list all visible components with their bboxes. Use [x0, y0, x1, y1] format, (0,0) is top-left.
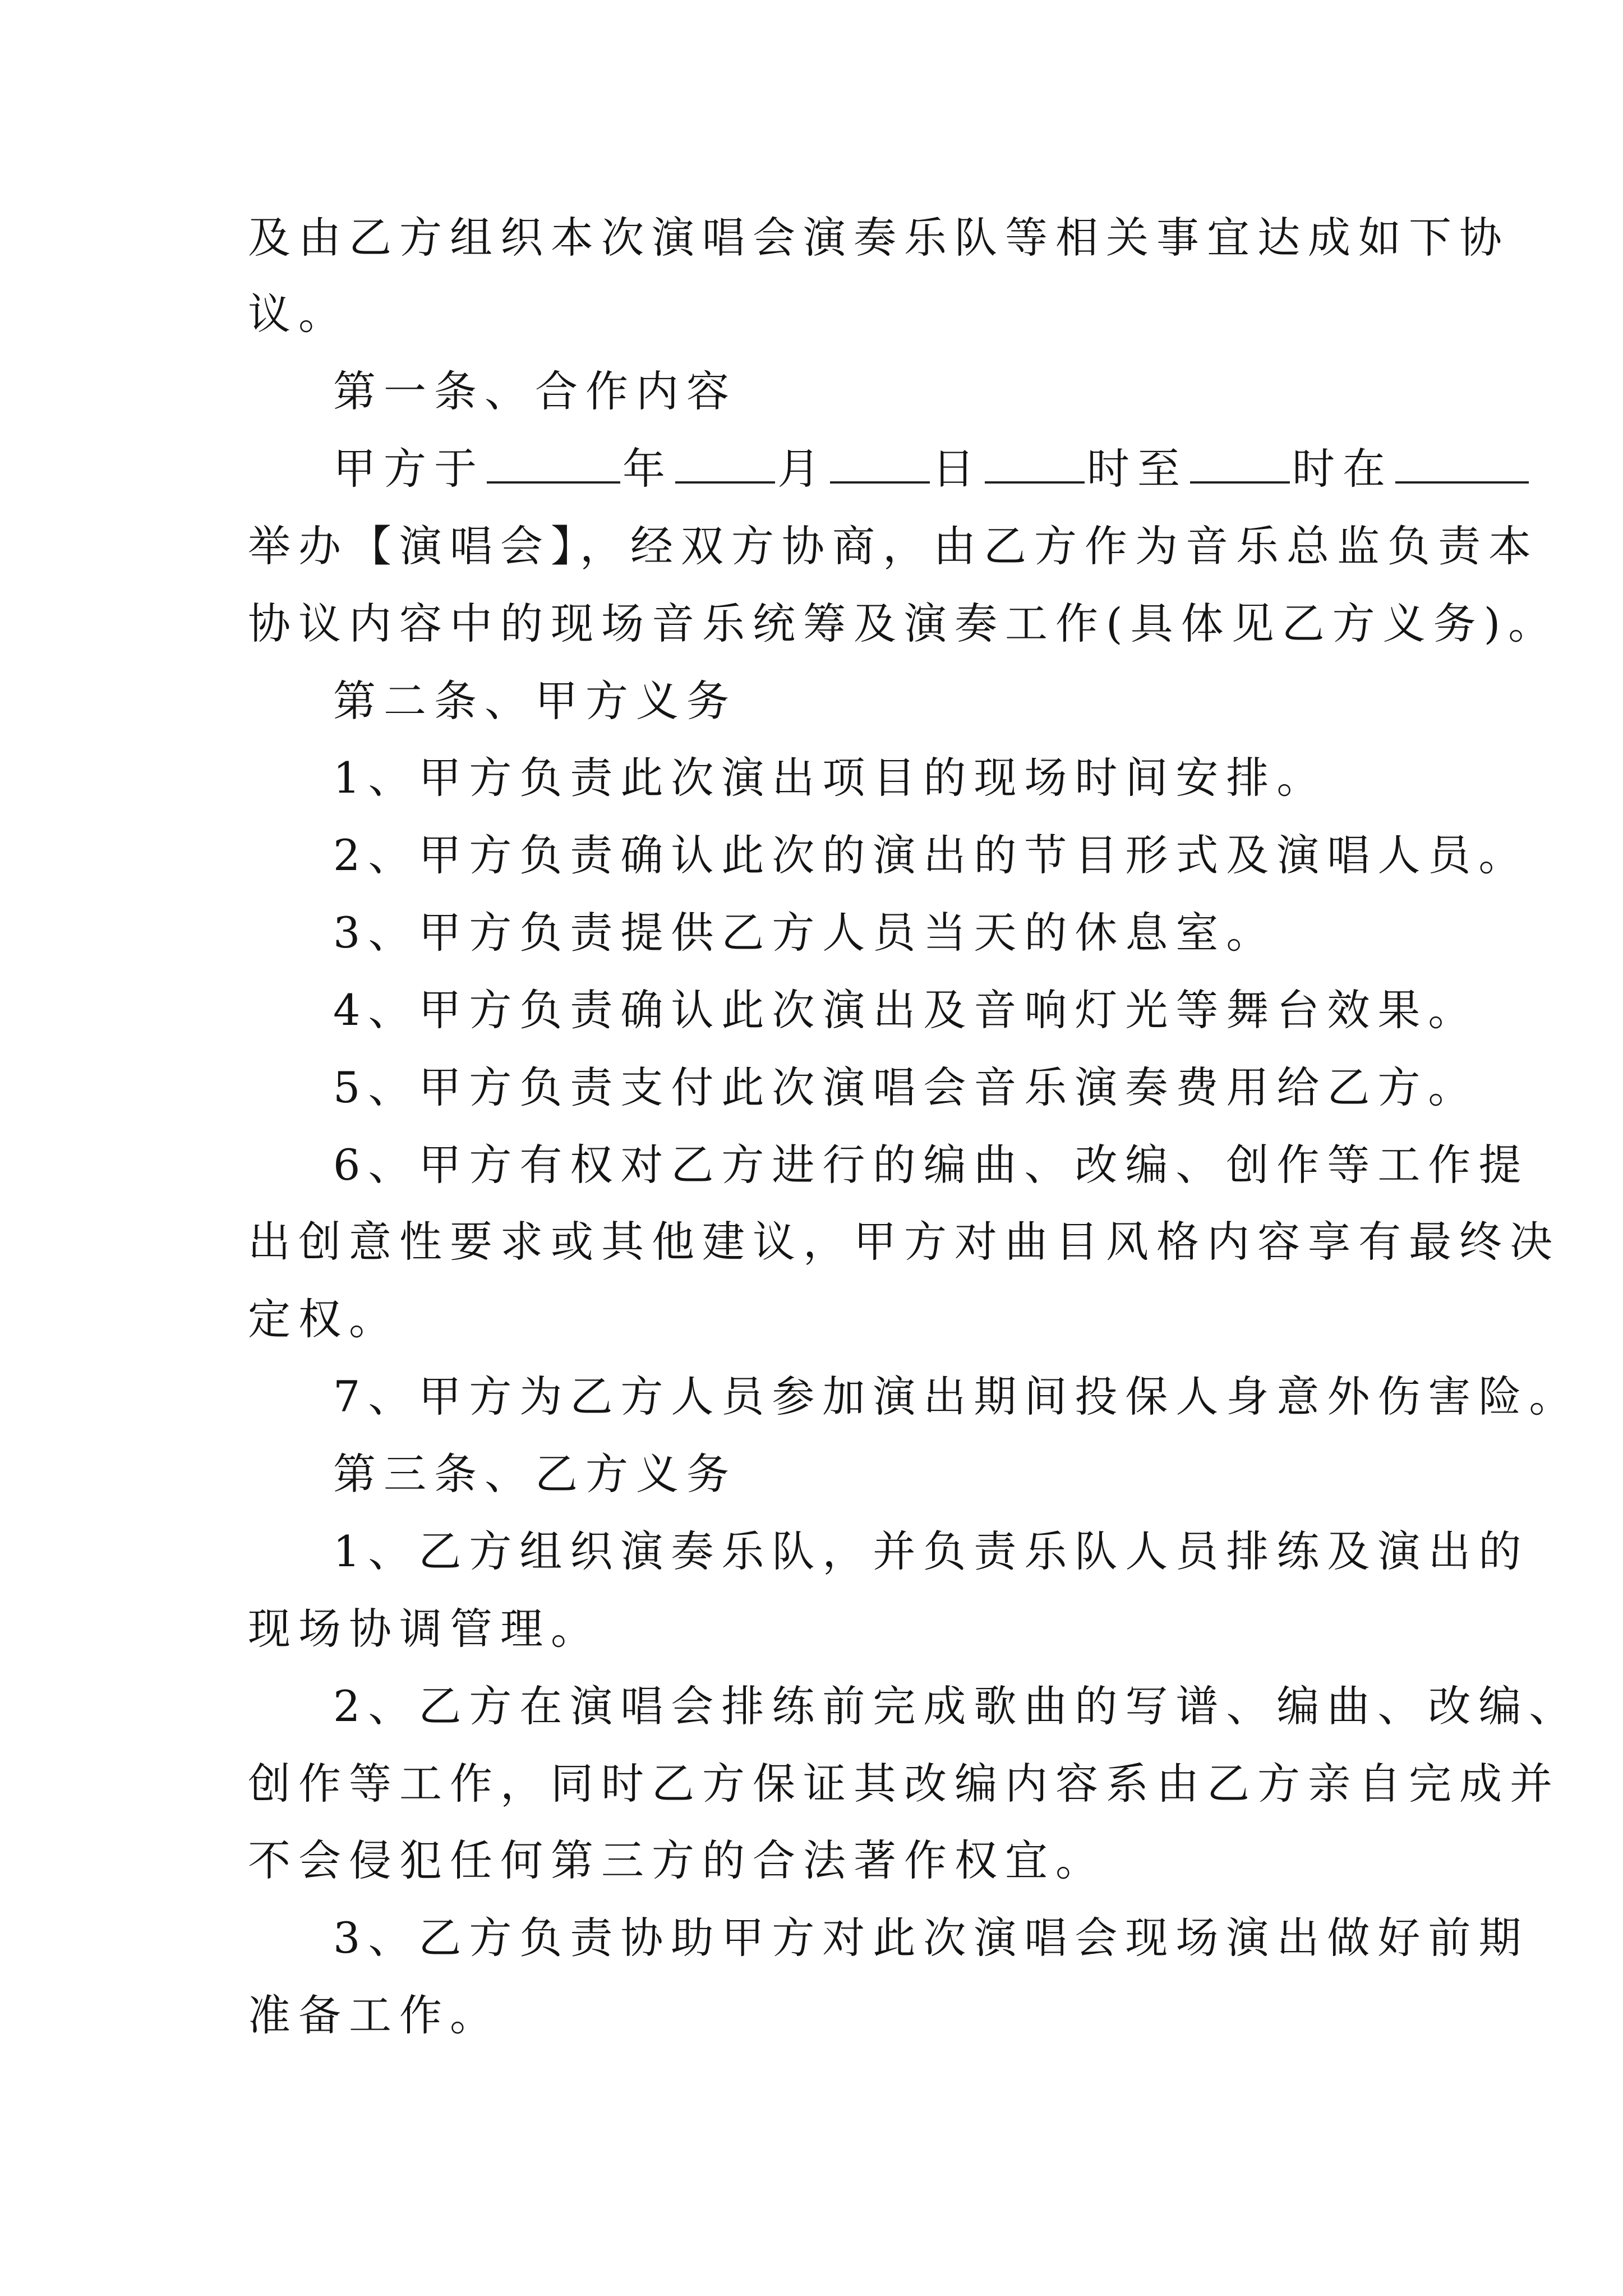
section-heading: 第一条、合作内容 — [333, 366, 737, 416]
list-item: 7、甲方为乙方人员参加演出期间投保人身意外伤害险。 — [333, 1372, 1580, 1421]
paragraph-line: 准备工作。 — [248, 1990, 500, 2040]
paragraph-line: 创作等工作，同时乙方保证其改编内容系由乙方亲自完成并 — [248, 1759, 1560, 1809]
paragraph-line: 及由乙方组织本次演唱会演奏乐队等相关事宜达成如下协 — [248, 213, 1510, 263]
date-blank — [675, 442, 775, 484]
list-item: 3、乙方负责协助甲方对此次演唱会现场演出做好前期 — [333, 1913, 1529, 1963]
list-item: 6、甲方有权对乙方进行的编曲、改编、创作等工作提 — [333, 1140, 1529, 1190]
hour-to-label: 时在 — [1292, 444, 1393, 494]
paragraph-line: 不会侵犯任何第三方的合法著作权宜。 — [248, 1835, 1106, 1885]
paragraph-line: 协议内容中的现场音乐统筹及演奏工作(具体见乙方义务)。 — [248, 599, 1559, 648]
date-line — [333, 441, 1531, 497]
date-blank — [985, 442, 1085, 484]
paragraph-line: 定权。 — [248, 1294, 399, 1344]
list-item: 2、甲方负责确认此次的演出的节目形式及演唱人员。 — [333, 830, 1529, 880]
day-label: 日 — [932, 444, 983, 494]
paragraph-line: 现场协调管理。 — [248, 1604, 601, 1654]
list-item: 2、乙方在演唱会排练前完成歌曲的写谱、编曲、改编、 — [333, 1681, 1580, 1731]
section-heading: 第二条、甲方义务 — [333, 676, 737, 726]
paragraph-line: 议。 — [248, 289, 349, 339]
date-blank — [1395, 442, 1529, 484]
list-item: 1、甲方负责此次演出项目的现场时间安排。 — [333, 753, 1327, 803]
section-heading: 第三条、乙方义务 — [333, 1449, 737, 1499]
hour-from-label: 时至 — [1087, 444, 1188, 494]
paragraph-line: 出创意性要求或其他建议，甲方对曲目风格内容享有最终决 — [248, 1217, 1560, 1267]
month-label: 月 — [777, 444, 828, 494]
list-item: 4、甲方负责确认此次演出及音响灯光等舞台效果。 — [333, 985, 1479, 1035]
list-item: 5、甲方负责支付此次演唱会音乐演奏费用给乙方。 — [333, 1062, 1479, 1112]
list-item: 1、乙方组织演奏乐队，并负责乐队人员排练及演出的 — [333, 1526, 1529, 1576]
date-blank — [830, 442, 930, 484]
date-prefix: 甲方于 — [333, 444, 485, 494]
year-label: 年 — [623, 444, 673, 494]
paragraph-line: 举办【演唱会】，经双方协商，由乙方作为音乐总监负责本 — [248, 521, 1539, 571]
list-item: 3、甲方负责提供乙方人员当天的休息室。 — [333, 908, 1277, 958]
date-blank — [1190, 442, 1290, 484]
date-blank — [487, 442, 620, 484]
